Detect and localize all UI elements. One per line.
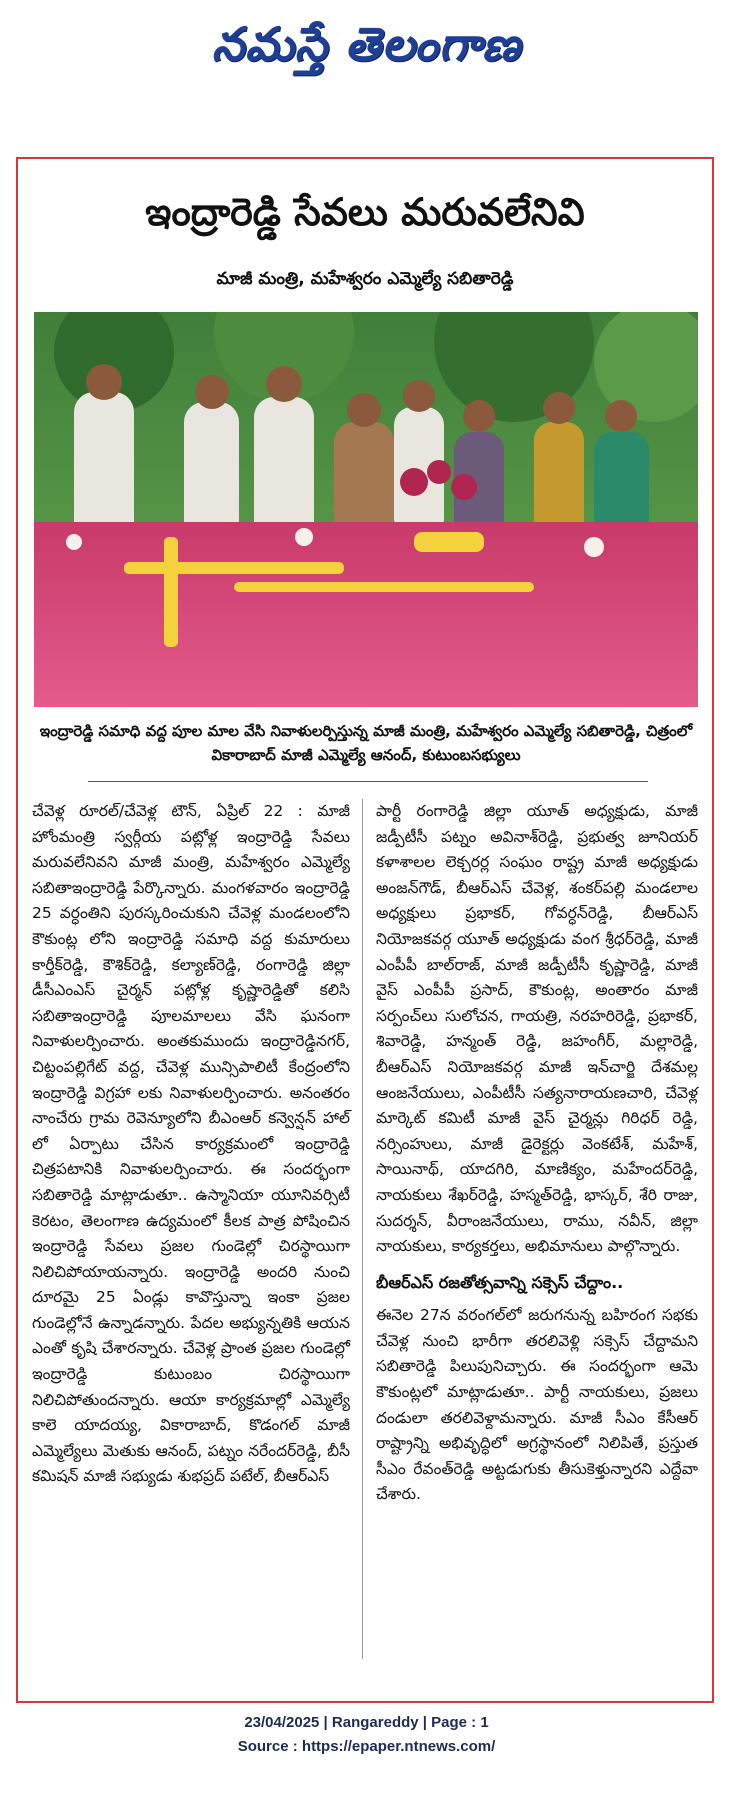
article-headline: ఇంద్రారెడ్డి సేవలు మరువలేనివి (145, 189, 585, 234)
article-photo (34, 312, 698, 707)
section-heading: బీఆర్‌ఎస్ రజతోత్సవాన్ని సక్సెస్ చేద్దాం.. (376, 1272, 624, 1292)
footer-date-line: 23/04/2025 | Rangareddy | Page : 1 (244, 1714, 489, 1731)
article-body-right-part1: పార్టీ రంగారెడ్డి జిల్లా యూత్ అధ్యక్షుడు, మాజీ జడ్పీటీసీ పట్నం అవినాశ్‌రెడ్డి, ప్రభుత్వ జూనియర్ కళాశాలల లెక్చరర్ల సంఘం రాష్ట్ర మాజీ అధ్యక్షుడు అంజన్‌గౌడ్, బీఆర్‌ఎస్ చేవెళ్ల, శంకర్‌పల్లి మండలాల అధ్యక్షులు ప్రభాకర్, గోవర్ధన్‌రెడ్డి, బీఆర్‌ఎస్ నియోజకవర్గ యూత్ అధ్యక్షుడు వంగ శ్రీధర్‌రెడ్డి, మాజీ ఎంపీపీ బాల్‌రాజ్, మాజీ జడ్పీటీసీ కృష్ణారెడ్డి, మాజీ వైస్ ఎంపీపీ ప్రసాద్, కౌకుంట్ల, అంతారం మాజీ సర్పంచ్‌లు సులోచన, గాయత్రి, నరహరిరెడ్డి, ప్రభాకర్, శివారెడ్డి, హన్మంత్ రెడ్డి, జహంగీర్, మల్లారెడ్డి, బీఆర్‌ఎస్ నియోజకవర్గ మాజీ ఇన్‌చార్జి దేశమల్ల ఆంజనేయులు, ఎంపీటీసీ సత్యనారాయణచారి, చేవెళ్ల మార్కెట్ కమిటీ మాజీ వైస్ చైర్మన్లు గిరిధర్ రెడ్డి, నర్సింహులు, మాజీ డైరెక్టర్లు వెంకటేశ్, మహేశ్, సాయినాథ్, యాదగిరి, మాణిక్యం, మహేందర్‌రెడ్డి, నాయకులు శేఖర్‌రెడ్డి, హస్మత్‌రెడ్డి, భాస్కర్, శేరి రాజు, సుదర్శన్, వీరాంజనేయులు, రాము, నవీన్, జిల్లా నాయకులు, కార్యకర్తలు, అభిమానులు పాల్గొన్నారు. (376, 802, 698, 1256)
article-clipping (16, 157, 714, 1703)
article-subheadline: మాజీ మంత్రి, మహేశ్వరం ఎమ్మెల్యే సబితారెడ్డి (216, 269, 514, 289)
column-divider (362, 799, 363, 1659)
article-column-left (32, 799, 350, 1490)
footer-source-line: Source : https://epaper.ntnews.com/ (237, 1738, 496, 1755)
masthead (0, 0, 733, 100)
article-body-left: చేవెళ్ల రూరల్/చేవెళ్ల టౌన్, ఏప్రిల్ 22 : మాజీ హోంమంత్రి స్వర్గీయ పట్లోళ్ల ఇంద్రారెడ్డి సేవలు మరువలేనివని మాజీ మంత్రి, మహేశ్వరం ఎమ్మెల్యే సబితాఇంద్రారెడ్డి పేర్కొన్నారు. మంగళవారం ఇంద్రారెడ్డి 25 వర్ధంతిని పురస్కరించుకుని చేవెళ్ల మండలంలోని కౌకుంట్ల లోని ఇంద్రారెడ్డి సమాధి వద్ద కుమారులు కార్తీక్‌రెడ్డి, కౌశిక్‌రెడ్డి, కల్యాణ్‌రెడ్డి, రంగారెడ్డి జిల్లా డీసీఎంఎస్ చైర్మన్ పట్లోళ్ల కృష్ణారెడ్డితో కలిసి సబితాఇంద్రారెడ్డి పూలమాలలు వేసి ఘనంగా నివాళులర్పించారు. అంతకుముందు ఇంద్రారెడ్డినగర్, చిట్టంపల్లిగేట్ వద్ద, చేవెళ్ల మున్సిపాలిటీ కేంద్రంలోని ఇంద్రారెడ్డి విగ్రహా లకు నివాళులర్పించారు. అనంతరం నాంచేరు గ్రామ రెవెన్యూలోని బీఎంఆర్ కన్వెన్షన్ హాల్ లో ఏర్పాటు చేసిన కార్యక్రమంలో ఇంద్రారెడ్డి చిత్రపటానికి నివాళులర్పించారు. ఈ సందర్భంగా సబితారెడ్డి మాట్లాడుతూ.. ఉస్మానియా యూనివర్సిటీ కెరటం, తెలంగాణ ఉద్యమంలో కీలక పాత్ర పోషించిన ఇంద్రారెడ్డి సేవలు ప్రజల గుండెల్లో చిరస్థాయిగా నిలిచిపోయాయన్నారు. ఇంద్రారెడ్డి అందరి నుంచి దూరమై 25 ఏండ్లు కావొస్తున్నా ఇంకా ప్రజల గుండెల్లోనే ఉన్నాడన్నారు. పేదల అభ్యున్నతికి ఆయన ఎంతో కృషి చేశారన్నారు. చేవెళ్ల ప్రాంత ప్రజల గుండెల్లో ఇంద్రారెడ్డి కుటుంబం చిరస్థాయిగా నిలిచిపోతుందన్నారు. ఆయా కార్యక్రమాల్లో ఎమ్మెల్యే కాలె యాదయ్య, వికారాబాద్, కొడంగల్ మాజీ ఎమ్మెల్యేలు మెతుకు ఆనంద్, పట్నం నరేందర్‌రెడ్డి, బీసీ కమిషన్ మాజీ సభ్యుడు శుభప్రద్ పటేల్, బీఆర్‌ఎస్ (32, 802, 350, 1486)
article-column-right (376, 799, 698, 1508)
masthead-logo-text: నమస్తే తెలంగాణ (211, 17, 522, 71)
caption-divider (88, 781, 648, 782)
photo-caption: ఇంద్రారెడ్డి సమాధి వద్ద పూల మాల వేసి నివాళులర్పిస్తున్న మాజీ మంత్రి, మహేశ్వరం ఎమ్మెల్యే సబితారెడ్డి, చిత్రంలో వికారాబాద్ మాజీ ఎమ్మెల్యే ఆనంద్, కుటుంబసభ్యులు (39, 722, 693, 764)
article-body-right-part2: ఈనెల 27న వరంగల్‌లో జరుగనున్న బహిరంగ సభకు చేవెళ్ల నుంచి భారీగా తరలివెళ్లి సక్సెస్ చేద్దామని సబితారెడ్డి పిలుపునిచ్చారు. ఈ సందర్భంగా ఆమె కౌకుంట్లలో మాట్లాడుతూ.. పార్టీ నాయకులు, ప్రజలు దండులా తరలివెళ్దామన్నారు. మాజీ సీఎం కేసీఆర్ రాష్ట్రాన్ని అభివృద్ధిలో అగ్రస్థానంలో నిలిపితే, ప్రస్తుత సీఎం రేవంత్‌రెడ్డి అట్టడుగుకు తీసుకెళ్తున్నారని ఎద్దేవా చేశారు. (376, 1306, 698, 1504)
